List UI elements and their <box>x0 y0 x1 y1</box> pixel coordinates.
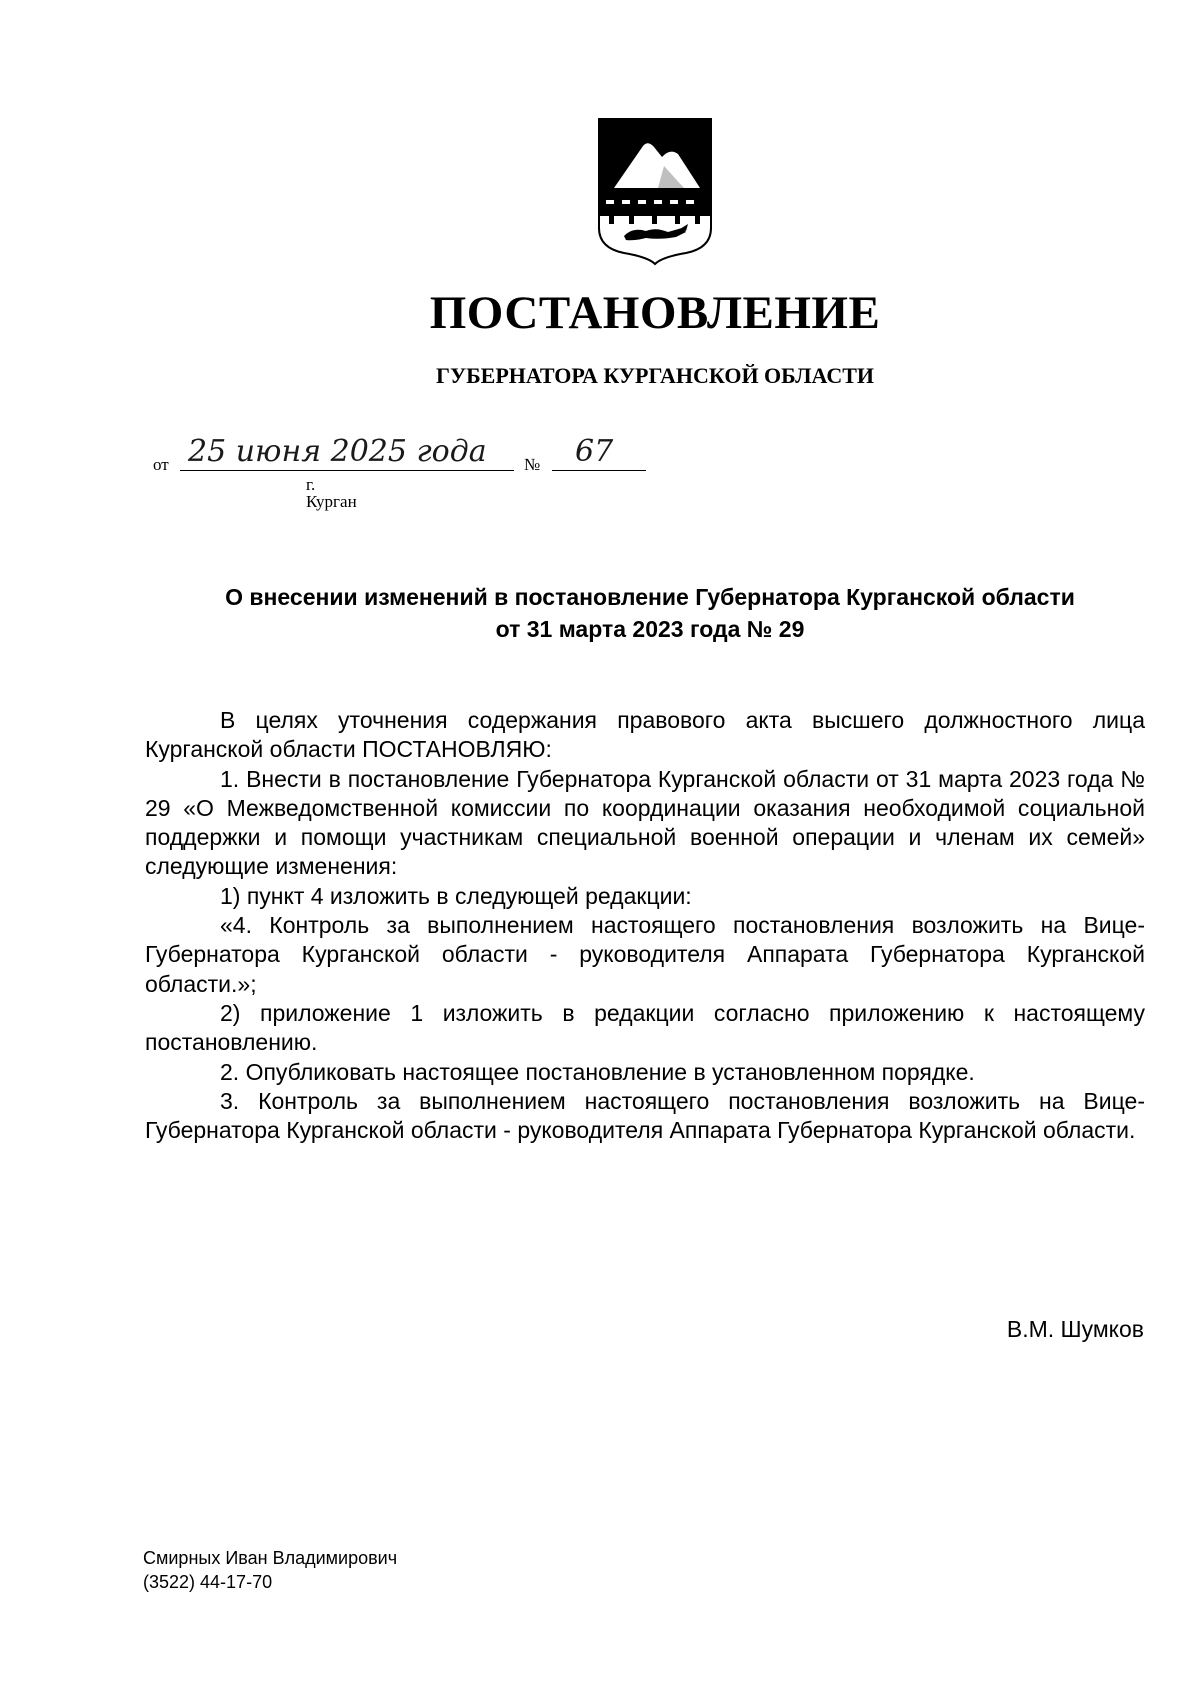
date-prefix-label: от <box>153 455 169 474</box>
document-body <box>145 706 1145 1145</box>
executor-phone: (3522) 44-17-70 <box>143 1572 273 1592</box>
body-paragraph: 1. Внести в постановление Губернатора Курганской области от 31 марта 2023 года № 29 «О Межведомственной комиссии по координации оказания необходимой социальной поддержки и помощи участникам специальной военной операции и членам их семей» следующие изменения: <box>145 765 1145 880</box>
document-subject <box>150 581 1150 645</box>
body-paragraph: 1) пункт 4 изложить в следующей редакции: <box>220 882 692 909</box>
coat-of-arms-emblem <box>596 116 714 266</box>
signatory-name: В.М. Шумков <box>1006 1316 1144 1342</box>
body-paragraph: 2) приложение 1 изложить в редакции согласно приложению к настоящему постановлению. <box>145 999 1145 1056</box>
number-underline <box>552 470 646 471</box>
subject-line-1: О внесении изменений в постановление Губернатора Курганской области <box>225 584 1075 610</box>
subject-line-2: от 31 марта 2023 года № 29 <box>495 616 805 642</box>
document-title: ПОСТАНОВЛЕНИЕ <box>429 287 881 339</box>
body-paragraph: 2. Опубликовать настоящее постановление в установленном порядке. <box>220 1058 975 1085</box>
body-paragraph: 3. Контроль за выполнением настоящего постановления возложить на Вице-Губернатора Курганской области - руководителя Аппарата Губернатора Курганской области. <box>145 1087 1145 1144</box>
handwritten-date: 25 июня 2025 года <box>188 434 487 469</box>
number-label: № <box>524 455 541 474</box>
city-label: г. Курган <box>306 475 357 511</box>
document-issuer: ГУБЕРНАТОРА КУРГАНСКОЙ ОБЛАСТИ <box>435 363 875 388</box>
handwritten-number: 67 <box>575 434 614 469</box>
date-underline <box>180 470 514 471</box>
body-paragraph: В целях уточнения содержания правового акта высшего должностного лица Курганской области ПОСТАНОВЛЯЮ: <box>145 707 1145 763</box>
body-paragraph: «4. Контроль за выполнением настоящего постановления возложить на Вице-Губернатора Курганской области - руководителя Аппарата Губернатора Курганской области.»; <box>145 912 1145 997</box>
executor-name: Смирных Иван Владимирович <box>143 1548 398 1568</box>
executor-block <box>143 1546 397 1594</box>
